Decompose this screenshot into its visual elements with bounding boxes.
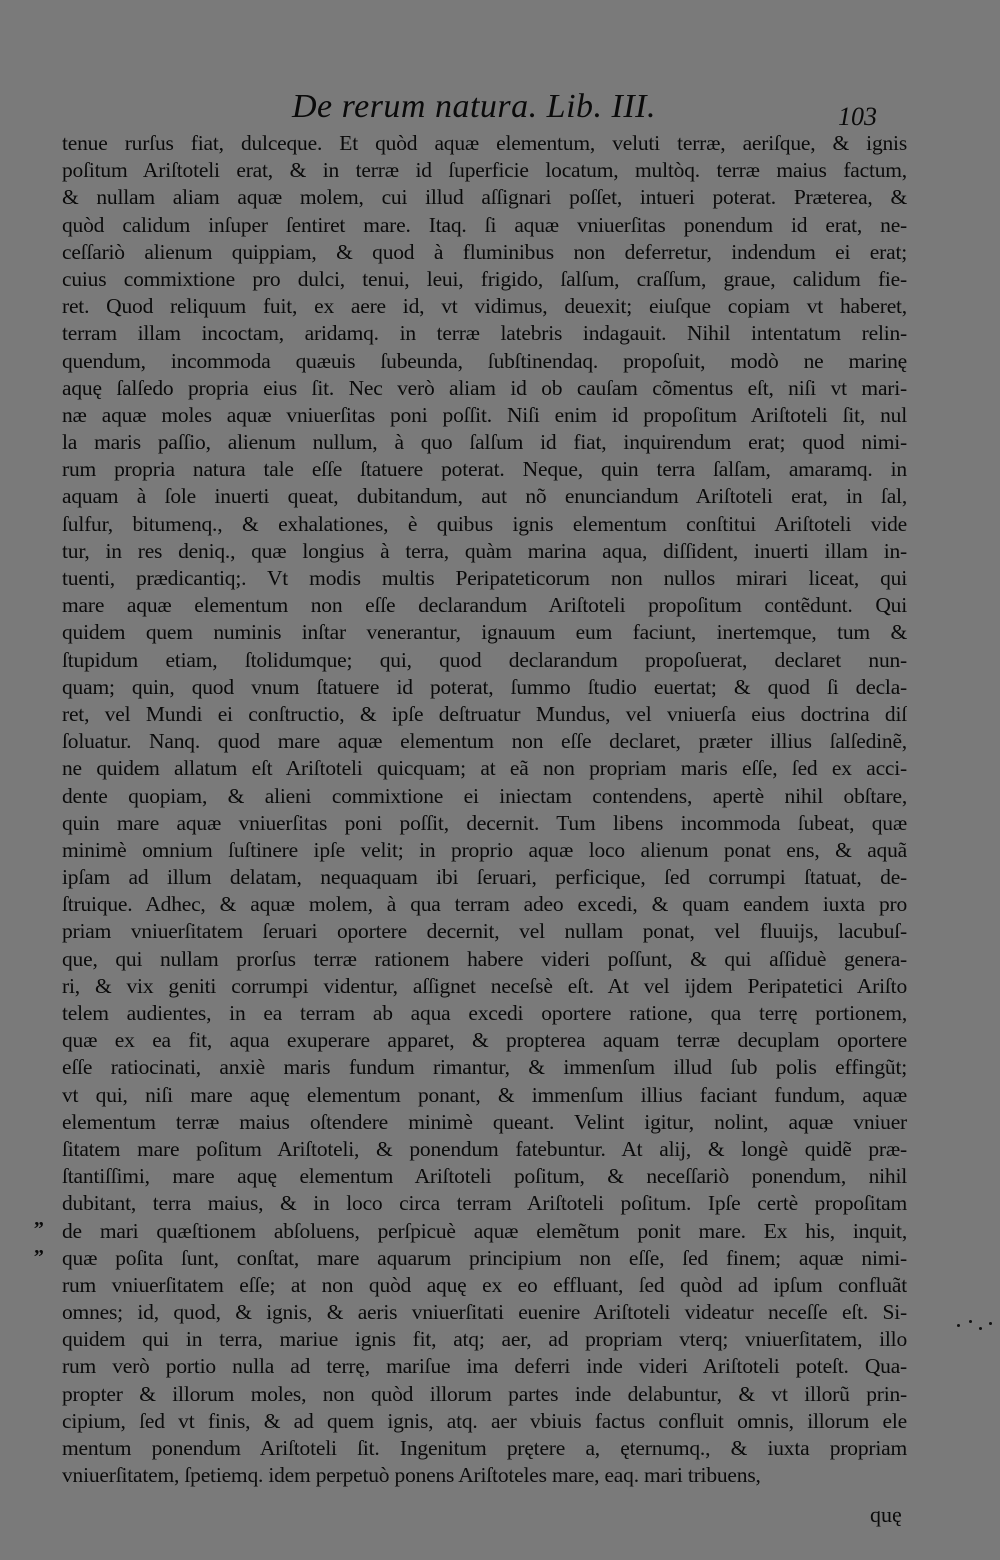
text-line: tuenti, prædicantiq;. Vt modis multis Peripateticorum non nullos mirari liceat, qui (62, 566, 907, 590)
text-line: tur, in res deniq., quæ longius à terra, quàm marina aqua, diſſident, inuerti illam in- (62, 538, 907, 563)
print-specks (955, 1318, 995, 1334)
text-line: ipſam ad illum delatam, nequaquam ibi ſeruari, perficique, ſed corrumpi ſtatuat, de- (62, 865, 907, 890)
text-line: rum verò portio nulla ad terrę, mariſue ima deferri inde videri Ariſtoteli poteſt. Qua- (62, 1354, 907, 1379)
text-line: quæ ex ea fit, aqua exuperare apparet, & propterea aquam terræ decuplam oportere (62, 1028, 907, 1053)
text-line: de mari quæſtionem abſoluens, perſpicuè aquæ elemẽtum ponit mare. Ex his, inquit, (62, 1218, 907, 1243)
text-line: ceſſariò alienum quippiam, & quod à fluminibus non deferretur, indendum ei erat; (62, 239, 907, 264)
text-line: ret. Quod reliquum fuit, ex aere id, vt vidimus, deuexit; eiuſque copiam vt haberet, (62, 294, 907, 319)
text-line: ſtupidum etiam, ſtolidumque; qui, quod declarandum propoſuerat, declaret nun- (62, 647, 907, 672)
text-line: minimè omnium ſuſtinere ipſe velit; in proprio aquæ loco alienum ponat ens, & aquã (62, 837, 907, 862)
text-line: quòd calidum inſuper ſentiret mare. Itaq. ſi aquæ vniuerſitas ponendum id erat, ne- (62, 212, 907, 237)
catchword: quę (870, 1502, 902, 1527)
text-line: quæ poſita ſunt, conſtat, mare aquarum principium non eſſe, ſed finem; aquæ nimi- (62, 1245, 907, 1270)
text-line: ſulfur, bitumenq., & exhalationes, è quibus ignis elementum conſtitui Ariſtoteli vide (62, 511, 907, 536)
text-line: rum propria natura tale eſſe ſtatuere poterat. Neque, quin terra ſalſam, amaramq. in (62, 457, 907, 482)
text-line: ret, vel Mundi ei conſtructio, & ipſe deſtruatur Mundus, vel vniuerſa eius doctrina diſ (62, 701, 907, 726)
text-line: dubitant, terra maius, & in loco circa terram Ariſtoteli poſitum. Ipſe certè propoſitam (62, 1191, 907, 1216)
text-line: aquę ſalſedo propria eius ſit. Nec verò aliam id ob cauſam cõmentus eſt, niſi vt mari- (62, 375, 907, 400)
text-line: propter & illorum moles, non quòd illorum partes inde delabuntur, & vt illorũ prin- (62, 1381, 907, 1406)
text-line: rum vniuerſitatem eſſe; at non quòd aquę ex eo effluant, ſed quòd ad ipſum confluãt (62, 1272, 907, 1297)
body-text (62, 130, 907, 1489)
text-line: dente quopiam, & alieni commixtione ei iniectam contendens, apertè nihil obſtare, (62, 783, 907, 808)
running-title: De rerum natura. Lib. III. (292, 88, 656, 125)
text-line: ri, & vix geniti corrumpi videntur, aſſignet neceſsè eſt. At vel ijdem Peripatetici Ariſto (62, 973, 907, 998)
text-line: næ aquæ moles aquæ vniuerſitas poni poſſit. Niſi enim id propoſitum Ariſtoteli ſit, nul (62, 402, 907, 427)
text-line: ſtantiſſimi, mare aquę elementum Ariſtoteli poſitum, & neceſſariò ponendum, nihil (62, 1164, 907, 1189)
text-line: vt qui, niſi mare aquę elementum ponant, & immenſum illius faciant fundum, aquæ (62, 1082, 907, 1107)
text-line: ne quidem allatum eſt Ariſtoteli quicquam; at eã non propriam maris eſſe, ſed ex acci- (62, 756, 907, 781)
page-number: 103 (838, 102, 877, 131)
margin-quote-mark: „ (34, 1208, 44, 1230)
text-line: quidem quem numinis inſtar venerantur, ignauum eum faciunt, inertemque, tum & (62, 620, 907, 645)
text-line: omnes; id, quod, & ignis, & aeris vniuerſitati euenire Ariſtoteli videatur neceſſe eſt. Si- (62, 1300, 907, 1325)
text-line: quin mare aquæ vniuerſitas poni poſſit, decernit. Tum libens incommoda ſubeat, quæ (62, 810, 907, 835)
text-line: ſitatem mare poſitum Ariſtoteli, & ponendum fatebuntur. At alij, & longè quidẽ præ- (62, 1136, 907, 1161)
text-line: mentum ponendum Ariſtoteli ſit. Ingenitum prętere a, ęternumq., & iuxta propriam (62, 1436, 907, 1460)
margin-quote-mark: „ (34, 1236, 44, 1258)
text-line: quidem qui in terra, mariue ignis fit, atq; aer, ad propriam vterq; vniuerſitatem, illo (62, 1327, 907, 1352)
text-line: que, qui nullam prorſus terræ rationem habere videri poſſunt, & qui aſſiduè genera- (62, 946, 907, 971)
text-line: terram illam incoctam, aridamq. in terræ latebris indagauit. Nihil intentatum relin- (62, 321, 907, 346)
text-line: mare aquæ elementum non eſſe declarandum Ariſtoteli propoſitum contẽdunt. Qui (62, 593, 907, 618)
text-line: telem audientes, in ea terram ab aqua excedi oportere ratione, qua terrę portionem, (62, 1001, 907, 1025)
text-line: poſitum Ariſtoteli erat, & in terræ id ſuperficie locatum, multòq. terræ maius factum, (62, 158, 907, 183)
text-line: priam vniuerſitatem ſeruari oportere decernit, vel nullam ponat, vel fluuijs, lacubuſ- (62, 919, 907, 944)
text-line: vniuerſitatem, ſpetiemq. idem perpetuò ponens Ariſtoteles mare, eaq. mari tribuens, (62, 1463, 761, 1488)
text-line: quendum, incommoda quæuis ſubeunda, ſubſtinendaq. propoſuit, modò ne marinę (62, 348, 907, 373)
text-line: cipium, ſed vt finis, & ad quem ignis, atq. aer vbiuis factus confluit omnis, illorum ele (62, 1408, 907, 1433)
text-line: elementum terræ maius oſtendere minimè queant. Velint igitur, nolint, aquæ vniuer (62, 1109, 907, 1134)
text-line: la maris paſſio, alienum nullum, à quo ſalſum id fiat, inquirendum erat; quod nimi- (62, 430, 907, 455)
text-line: tenue rurſus fiat, dulceque. Et quòd aquæ elementum, veluti terræ, aeriſque, & ignis (62, 131, 907, 155)
text-line: & nullam aliam aquæ molem, cui illud aſſignari poſſet, intueri poterat. Præterea, & (62, 185, 907, 210)
text-line: aquam à ſole inuerti queat, dubitandum, aut nõ enunciandum Ariſtoteli erat, in ſal, (62, 484, 907, 509)
text-line: quam; quin, quod vnum ſtatuere id poterat, ſummo ſtudio euertat; & quod ſi decla- (62, 674, 907, 699)
text-line: ſtruique. Adhec, & aquæ molem, à qua terram adeo excedi, & quam eandem iuxta pro (62, 892, 907, 917)
text-line: eſſe ratiocinati, anxiè maris fundum rimantur, & immenſum illud ſub polis effingũt; (62, 1055, 907, 1080)
text-line: ſoluatur. Nanq. quod mare aquæ elementum non eſſe declaret, præter illius ſalſedinẽ, (62, 729, 907, 754)
text-line: cuius commixtione pro dulci, tenui, leui, frigido, ſalſum, craſſum, graue, calidum fie- (62, 266, 907, 291)
